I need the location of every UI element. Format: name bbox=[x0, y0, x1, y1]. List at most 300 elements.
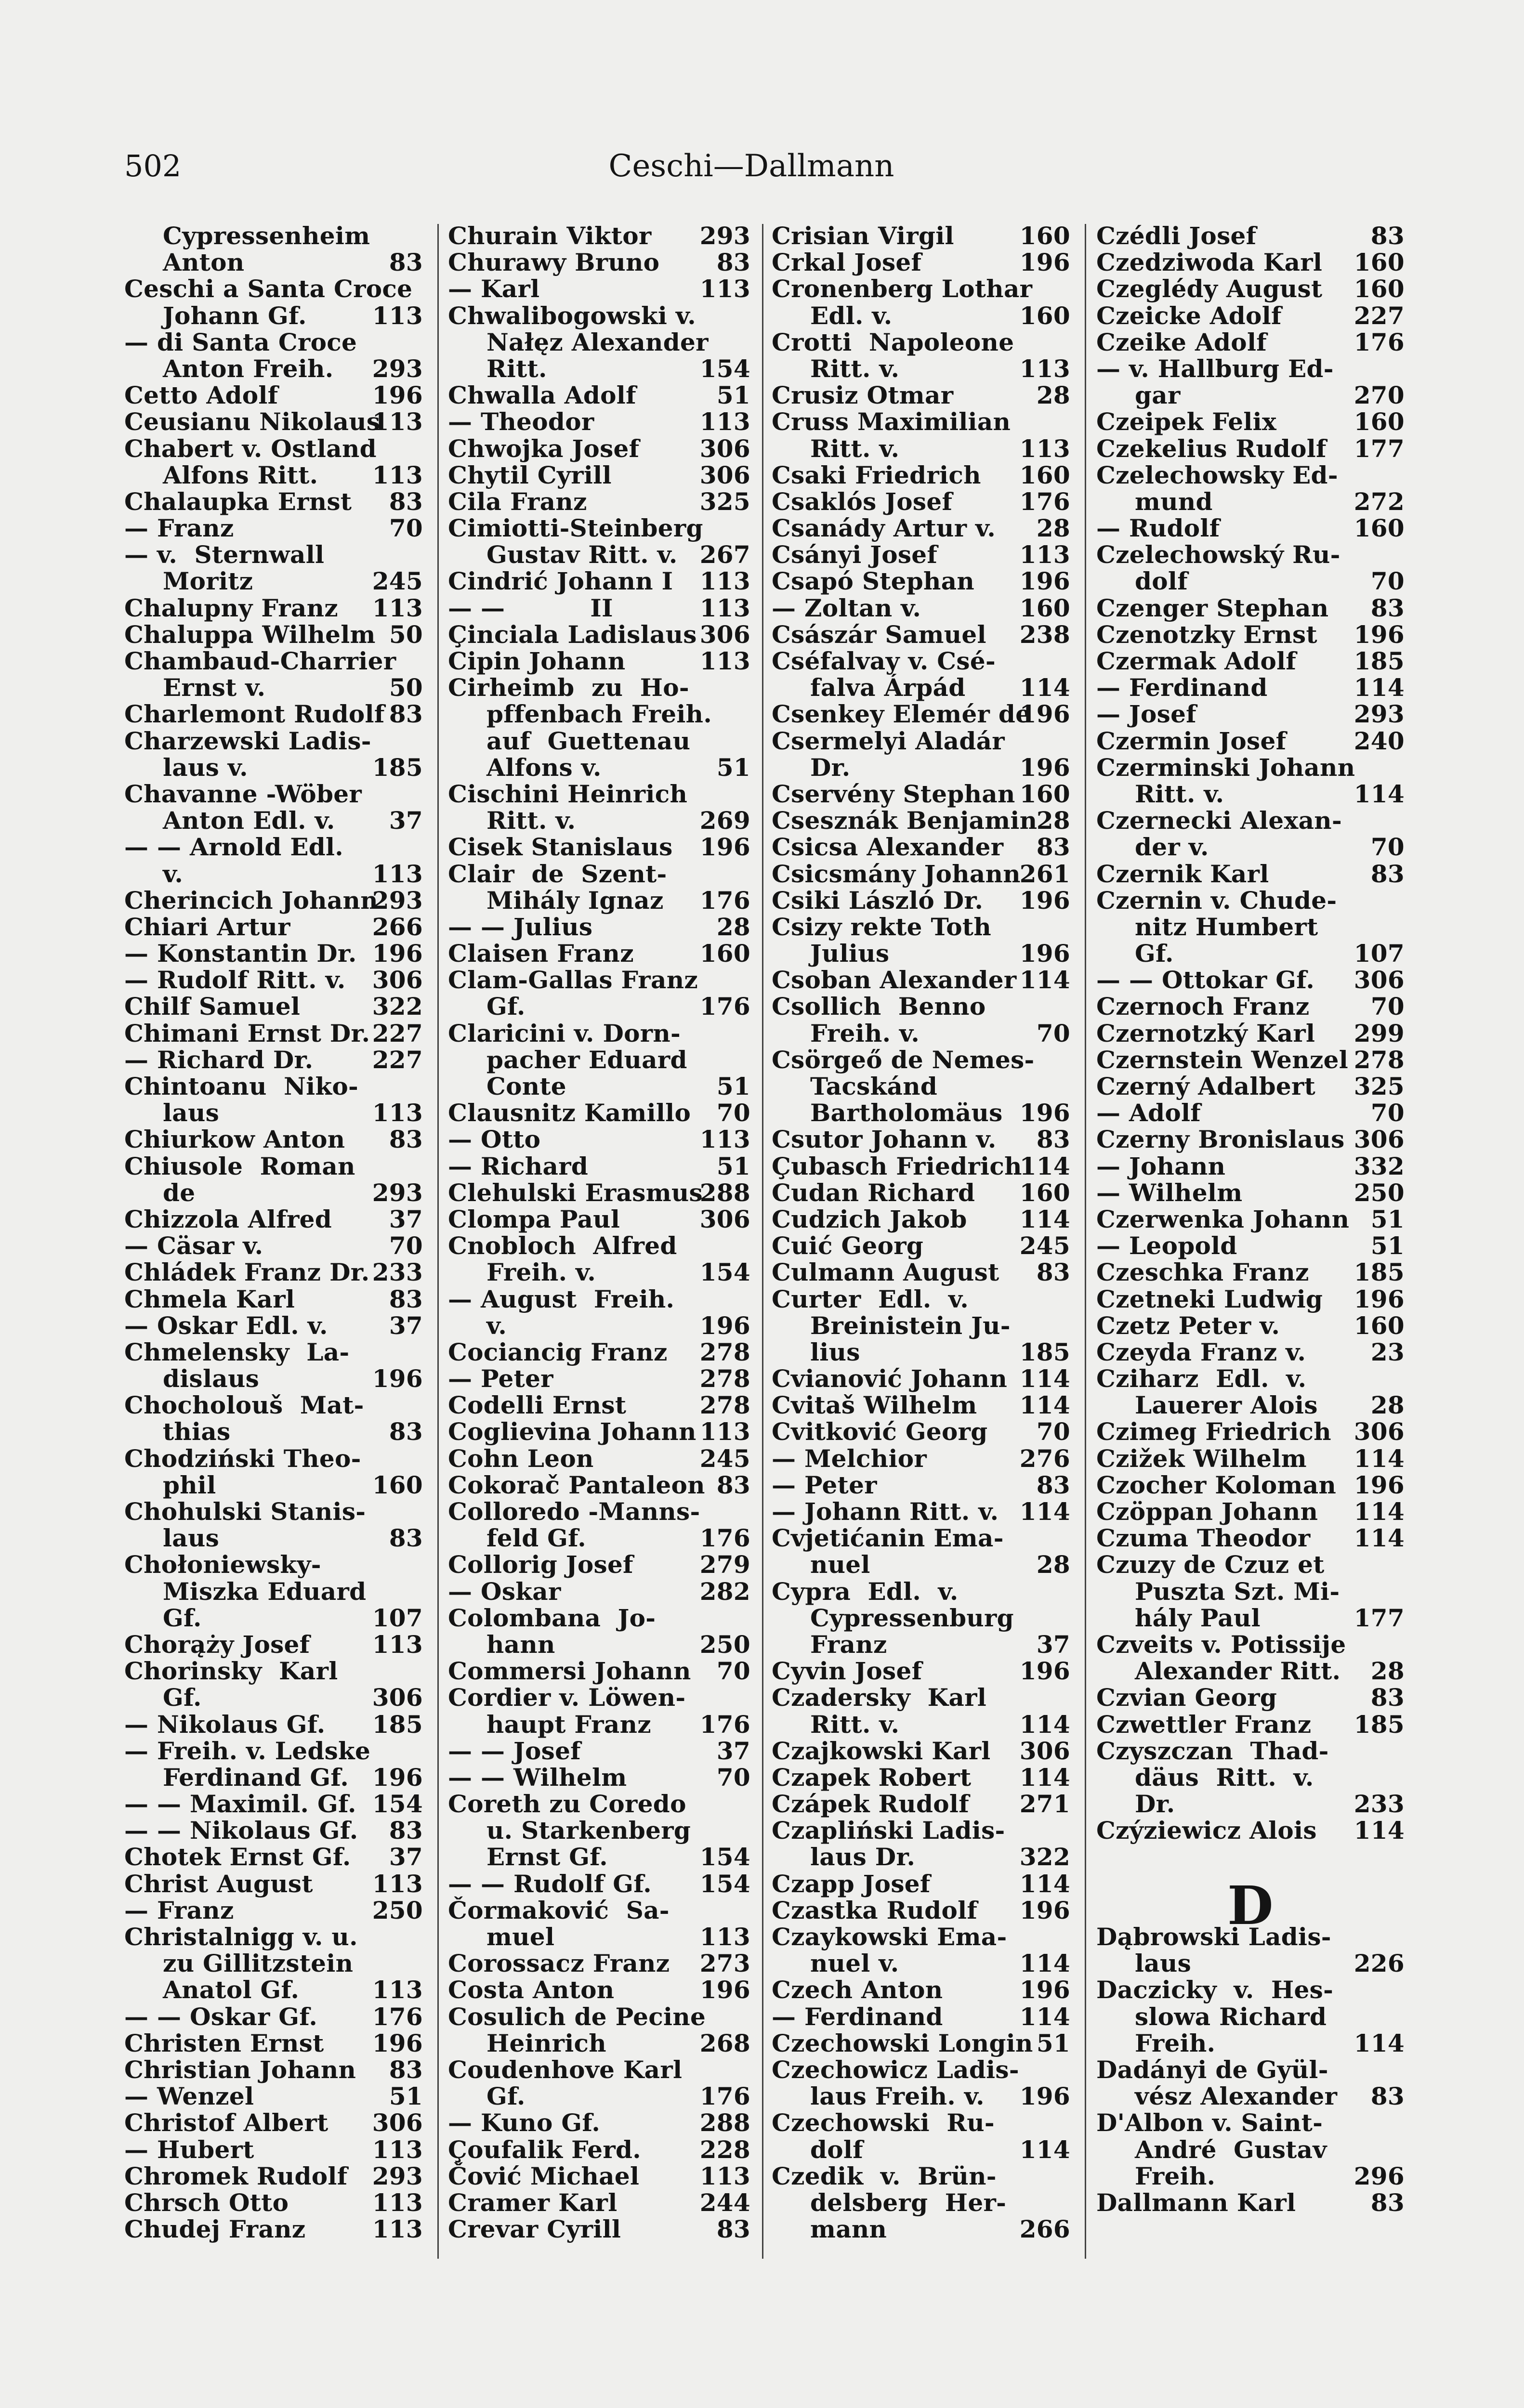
entry-page-number: 270 bbox=[1353, 381, 1405, 410]
entry-page-number: 70 bbox=[1036, 1417, 1070, 1446]
entry-page-number: 28 bbox=[1036, 1550, 1070, 1579]
index-entry-line bbox=[124, 1073, 423, 1099]
entry-page-number: 196 bbox=[1019, 1896, 1070, 1924]
index-entry-line bbox=[124, 1099, 423, 1126]
index-entry-line bbox=[772, 701, 1070, 727]
index-entry-line bbox=[124, 222, 423, 249]
entry-page-number: 51 bbox=[1036, 2028, 1070, 2057]
entry-page-number: 196 bbox=[1019, 753, 1070, 782]
index-entry-line bbox=[124, 1525, 423, 1551]
index-entry-line bbox=[448, 728, 750, 754]
entry-name: Csollich Benno bbox=[772, 992, 986, 1021]
index-entry-line bbox=[1096, 1126, 1405, 1152]
entry-name: Ferdinand Gf. bbox=[163, 1763, 349, 1792]
entry-name: — Oskar Edl. v. bbox=[124, 1311, 328, 1340]
entry-name: feld Gf. bbox=[486, 1524, 586, 1553]
entry-name: Cudzich Jakob bbox=[772, 1204, 967, 1233]
entry-name: zu Gillitzstein bbox=[163, 1949, 354, 1978]
entry-name: slowa Richard bbox=[1135, 2002, 1327, 2031]
index-entry-line bbox=[124, 1232, 423, 1259]
index-entry-line bbox=[1096, 1498, 1405, 1525]
entry-name: Culmann August bbox=[772, 1258, 999, 1287]
entry-name: Charzewski Ladis- bbox=[124, 726, 371, 755]
index-entry-line bbox=[772, 2109, 1070, 2136]
entry-page-number: 113 bbox=[372, 1869, 423, 1898]
index-entry-line bbox=[448, 1897, 750, 1924]
entry-name: — Theodor bbox=[448, 407, 594, 436]
entry-name: Czekelius Rudolf bbox=[1096, 434, 1327, 463]
entry-page-number: 113 bbox=[699, 647, 750, 675]
entry-name: — — Nikolaus Gf. bbox=[124, 1816, 358, 1845]
entry-name: — — Ottokar Gf. bbox=[1096, 966, 1315, 995]
index-entry-line bbox=[124, 1286, 423, 1312]
entry-page-number: 114 bbox=[1019, 1497, 1070, 1526]
entry-name: Czermin Josef bbox=[1096, 726, 1287, 755]
index-entry-line bbox=[1096, 621, 1405, 648]
index-entry-line bbox=[124, 887, 423, 914]
entry-page-number: 51 bbox=[389, 2082, 423, 2111]
index-entry-line bbox=[448, 1525, 750, 1551]
index-entry-line bbox=[448, 861, 750, 887]
entry-name: — Otto bbox=[448, 1125, 541, 1154]
entry-name: Czižek Wilhelm bbox=[1096, 1444, 1307, 1473]
index-entry-line bbox=[124, 1817, 423, 1844]
entry-name: Czermak Adolf bbox=[1096, 647, 1297, 675]
entry-page-number: 269 bbox=[699, 806, 750, 835]
entry-name: Csapó Stephan bbox=[772, 567, 975, 596]
index-entry-line bbox=[772, 1711, 1070, 1738]
entry-name: Cnobloch Alfred bbox=[448, 1231, 677, 1260]
entry-name: mund bbox=[1135, 487, 1213, 516]
entry-name: Chocholouš Mat- bbox=[124, 1391, 364, 1420]
entry-name: — Kuno Gf. bbox=[448, 2108, 601, 2137]
entry-page-number: 325 bbox=[699, 487, 750, 516]
entry-name: gar bbox=[1135, 381, 1181, 410]
index-entry-line bbox=[448, 1339, 750, 1365]
index-entry-line bbox=[448, 1578, 750, 1605]
entry-name: Crisian Virgil bbox=[772, 222, 954, 250]
entry-name: Christ August bbox=[124, 1869, 313, 1898]
entry-page-number: 83 bbox=[1036, 1470, 1070, 1499]
index-entry-line bbox=[1096, 1711, 1405, 1738]
index-entry-line bbox=[1096, 1339, 1405, 1365]
entry-name: Freih. v. bbox=[810, 1019, 920, 1047]
entry-name: Chalaupka Ernst bbox=[124, 487, 352, 516]
index-entry-line bbox=[1096, 595, 1405, 621]
index-entry-line bbox=[1096, 1047, 1405, 1073]
index-entry-line bbox=[124, 674, 423, 701]
index-entry-line bbox=[1096, 1764, 1405, 1791]
index-entry-line bbox=[1096, 488, 1405, 515]
entry-name: nuel bbox=[810, 1550, 870, 1579]
entry-name: Czeipek Felix bbox=[1096, 407, 1277, 436]
index-entry-line bbox=[448, 1365, 750, 1392]
index-entry-line bbox=[1096, 1631, 1405, 1658]
entry-name: Czápek Rudolf bbox=[772, 1790, 970, 1819]
index-entry-line bbox=[1096, 515, 1405, 541]
entry-name: Cvianović Johann bbox=[772, 1364, 1008, 1393]
index-entry-line bbox=[772, 781, 1070, 807]
entry-page-number: 113 bbox=[372, 407, 423, 436]
entry-name: Johann Gf. bbox=[163, 301, 307, 330]
entry-page-number: 273 bbox=[699, 1949, 750, 1978]
index-entry-line bbox=[448, 249, 750, 275]
entry-page-number: 288 bbox=[699, 1178, 750, 1207]
entry-page-number: 83 bbox=[389, 1417, 423, 1446]
entry-page-number: 261 bbox=[1019, 859, 1070, 888]
entry-page-number: 83 bbox=[389, 1524, 423, 1553]
entry-name: Anton bbox=[163, 248, 245, 277]
entry-name: Chládek Franz Dr. bbox=[124, 1258, 370, 1287]
entry-name: Cischini Heinrich bbox=[448, 779, 688, 808]
entry-page-number: 70 bbox=[716, 1763, 750, 1792]
entry-page-number: 250 bbox=[1353, 1178, 1405, 1207]
entry-page-number: 113 bbox=[372, 859, 423, 888]
entry-name: Chiusole Roman bbox=[124, 1152, 355, 1180]
index-entry-line bbox=[772, 887, 1070, 914]
entry-name: Czveits v. Potissije bbox=[1096, 1630, 1346, 1659]
entry-page-number: 113 bbox=[699, 1125, 750, 1154]
entry-page-number: 114 bbox=[1019, 1763, 1070, 1792]
index-entry-line bbox=[772, 1126, 1070, 1152]
index-entry-line bbox=[1096, 382, 1405, 408]
entry-page-number: 113 bbox=[372, 2188, 423, 2217]
entry-name: nuel v. bbox=[810, 1949, 899, 1978]
index-entry-line bbox=[448, 1286, 750, 1312]
entry-page-number: 70 bbox=[1370, 992, 1405, 1021]
index-entry-line bbox=[1096, 1259, 1405, 1285]
index-entry-line bbox=[124, 1764, 423, 1791]
column-divider bbox=[437, 224, 439, 2259]
entry-page-number: 107 bbox=[1353, 939, 1405, 968]
index-entry-line bbox=[772, 1392, 1070, 1418]
entry-name: Breinistein Ju- bbox=[810, 1311, 1011, 1340]
entry-name: Chaluppa Wilhelm bbox=[124, 620, 376, 649]
index-entry-line bbox=[1096, 1073, 1405, 1099]
index-entry-line bbox=[448, 2163, 750, 2189]
entry-name: Csoban Alexander bbox=[772, 966, 1017, 995]
entry-page-number: 114 bbox=[1019, 1710, 1070, 1739]
index-entry-line bbox=[448, 2056, 750, 2083]
entry-name: Czelechowsky Ed- bbox=[1096, 460, 1338, 489]
entry-page-number: 185 bbox=[1019, 1337, 1070, 1366]
entry-name: Corossacz Franz bbox=[448, 1949, 670, 1978]
entry-name: Clam-Gallas Franz bbox=[448, 966, 698, 995]
entry-page-number: 154 bbox=[699, 1258, 750, 1287]
entry-name: Czeschka Franz bbox=[1096, 1258, 1309, 1287]
index-entry-line bbox=[772, 302, 1070, 329]
index-column-2 bbox=[448, 222, 750, 2242]
entry-name: Chabert v. Ostland bbox=[124, 434, 377, 463]
entry-page-number: 293 bbox=[699, 222, 750, 250]
index-entry-line bbox=[1096, 2003, 1405, 2030]
entry-page-number: 245 bbox=[372, 567, 423, 596]
index-entry-line bbox=[772, 329, 1070, 355]
index-entry-line bbox=[1096, 887, 1405, 914]
index-entry-line bbox=[124, 701, 423, 727]
entry-name: Coglievina Johann bbox=[448, 1417, 696, 1446]
entry-page-number: 37 bbox=[389, 1204, 423, 1233]
entry-name: — Zoltan v. bbox=[772, 593, 921, 622]
entry-name: — — Josef bbox=[448, 1736, 581, 1765]
entry-name: delsberg Her- bbox=[810, 2188, 1007, 2217]
entry-page-number: 160 bbox=[1353, 407, 1405, 436]
index-entry-line bbox=[772, 488, 1070, 515]
entry-page-number: 306 bbox=[699, 460, 750, 489]
index-entry-line bbox=[448, 1073, 750, 1099]
index-entry-line bbox=[1096, 701, 1405, 727]
entry-name: Chołoniewsky- bbox=[124, 1550, 321, 1579]
index-entry-line bbox=[124, 1605, 423, 1631]
index-entry-line bbox=[448, 435, 750, 462]
index-entry-line bbox=[124, 1684, 423, 1711]
entry-page-number: 266 bbox=[1019, 2215, 1070, 2244]
entry-name: — Konstantin Dr. bbox=[124, 939, 357, 968]
entry-name: — Adolf bbox=[1096, 1099, 1201, 1127]
entry-name: Csutor Johann v. bbox=[772, 1125, 997, 1154]
index-entry-line bbox=[1096, 435, 1405, 462]
entry-page-number: 114 bbox=[1019, 1391, 1070, 1420]
index-entry-line bbox=[1096, 222, 1405, 249]
index-entry-line bbox=[1096, 1924, 1405, 1950]
index-entry-line bbox=[124, 2003, 423, 2030]
entry-name: Chrsch Otto bbox=[124, 2188, 289, 2217]
index-entry-line bbox=[1096, 2136, 1405, 2163]
index-entry-line bbox=[124, 1578, 423, 1605]
index-entry-line bbox=[124, 595, 423, 621]
entry-page-number: 51 bbox=[716, 753, 750, 782]
entry-page-number: 83 bbox=[389, 487, 423, 516]
index-entry-line bbox=[1096, 781, 1405, 807]
entry-name: Chmelensky La- bbox=[124, 1337, 350, 1366]
entry-name: Cipin Johann bbox=[448, 647, 626, 675]
entry-name: Czernoch Franz bbox=[1096, 992, 1310, 1021]
entry-page-number: 70 bbox=[1370, 567, 1405, 596]
entry-name: Czedik v. Brün- bbox=[772, 2161, 997, 2190]
entry-page-number: 245 bbox=[699, 1444, 750, 1473]
index-entry-line bbox=[124, 2056, 423, 2083]
entry-page-number: 51 bbox=[716, 1072, 750, 1100]
entry-name: — — Rudolf Gf. bbox=[448, 1869, 652, 1898]
entry-name: Ernst Gf. bbox=[486, 1843, 608, 1871]
entry-name: Csaklós Josef bbox=[772, 487, 953, 516]
index-entry-line bbox=[772, 2136, 1070, 2163]
index-entry-line bbox=[772, 515, 1070, 541]
entry-page-number: 83 bbox=[1370, 2082, 1405, 2111]
entry-name: Czeglédy August bbox=[1096, 275, 1323, 303]
index-entry-line bbox=[124, 1711, 423, 1738]
entry-name: Csörgeő de Nemes- bbox=[772, 1045, 1035, 1074]
index-entry-line bbox=[448, 674, 750, 701]
entry-page-number: 113 bbox=[699, 275, 750, 303]
index-entry-line bbox=[772, 1445, 1070, 1472]
entry-name: Chilf Samuel bbox=[124, 992, 301, 1021]
entry-page-number: 278 bbox=[699, 1337, 750, 1366]
entry-name: — — Oskar Gf. bbox=[124, 2002, 318, 2031]
index-entry-line bbox=[772, 1179, 1070, 1206]
entry-page-number: 160 bbox=[1353, 248, 1405, 277]
index-entry-line bbox=[1096, 1817, 1405, 1844]
entry-name: Çubasch Friedrich bbox=[772, 1152, 1022, 1180]
index-entry-line bbox=[448, 1976, 750, 2003]
index-entry-line bbox=[772, 1099, 1070, 1126]
entry-page-number: 196 bbox=[1019, 886, 1070, 915]
entry-name: Colloredo -Manns- bbox=[448, 1497, 700, 1526]
entry-page-number: 196 bbox=[1019, 1099, 1070, 1127]
entry-page-number: 196 bbox=[1353, 620, 1405, 649]
column-divider bbox=[1085, 224, 1086, 2259]
entry-name: — di Santa Croce bbox=[124, 327, 357, 356]
index-entry-line bbox=[448, 355, 750, 382]
entry-page-number: 83 bbox=[1036, 1125, 1070, 1154]
entry-page-number: 271 bbox=[1019, 1790, 1070, 1819]
entry-page-number: 114 bbox=[1353, 779, 1405, 808]
index-entry-line bbox=[1096, 1418, 1405, 1445]
entry-name: Gf. bbox=[486, 2082, 526, 2111]
index-entry-line bbox=[448, 1631, 750, 1658]
entry-page-number: 113 bbox=[372, 301, 423, 330]
entry-name: Czwettler Franz bbox=[1096, 1710, 1312, 1739]
index-entry-line bbox=[124, 781, 423, 807]
index-entry-line bbox=[448, 2030, 750, 2056]
index-entry-line bbox=[772, 1976, 1070, 2003]
entry-name: hály Paul bbox=[1135, 1603, 1261, 1632]
entry-page-number: 227 bbox=[1353, 301, 1405, 330]
index-entry-line bbox=[448, 329, 750, 355]
index-entry-line bbox=[448, 515, 750, 541]
index-entry-line bbox=[448, 1871, 750, 1897]
entry-page-number: 70 bbox=[716, 1657, 750, 1686]
entry-page-number: 114 bbox=[1019, 1364, 1070, 1393]
entry-page-number: 176 bbox=[372, 2002, 423, 2031]
entry-name: Cherincich Johann bbox=[124, 886, 378, 915]
entry-name: pffenbach Freih. bbox=[486, 700, 712, 729]
entry-name: Charlemont Rudolf bbox=[124, 700, 385, 729]
entry-name: vész Alexander bbox=[1135, 2082, 1338, 2111]
index-entry-line bbox=[124, 1924, 423, 1950]
entry-name: Cziharz Edl. v. bbox=[1096, 1364, 1307, 1393]
entry-name: Cetto Adolf bbox=[124, 381, 278, 410]
entry-name: Csaki Friedrich bbox=[772, 460, 981, 489]
entry-name: Gf. bbox=[486, 992, 526, 1021]
entry-name: Czech Anton bbox=[772, 1976, 943, 2004]
index-entry-line bbox=[772, 595, 1070, 621]
entry-name: Cimiotti-Steinberg bbox=[448, 514, 703, 543]
index-entry-line bbox=[772, 674, 1070, 701]
index-entry-line bbox=[448, 1445, 750, 1472]
entry-name: Cosulich de Pecine bbox=[448, 2002, 706, 2031]
index-entry-line bbox=[124, 1339, 423, 1365]
entry-page-number: 322 bbox=[372, 992, 423, 1021]
entry-page-number: 322 bbox=[1019, 1843, 1070, 1871]
entry-page-number: 306 bbox=[372, 966, 423, 995]
entry-name: Chizzola Alfred bbox=[124, 1204, 332, 1233]
entry-page-number: 28 bbox=[1370, 1657, 1405, 1686]
entry-page-number: 83 bbox=[389, 1284, 423, 1313]
index-entry-line bbox=[448, 2083, 750, 2109]
index-entry-line bbox=[772, 249, 1070, 275]
entry-name: — Melchior bbox=[772, 1444, 927, 1473]
entry-page-number: 293 bbox=[372, 354, 423, 383]
entry-page-number: 83 bbox=[1036, 1258, 1070, 1287]
entry-name: Czvian Georg bbox=[1096, 1683, 1277, 1712]
index-entry-line bbox=[772, 728, 1070, 754]
entry-name: Czöppan Johann bbox=[1096, 1497, 1318, 1526]
entry-name: Cokorač Pantaleon bbox=[448, 1470, 705, 1499]
entry-name: thias bbox=[163, 1417, 231, 1446]
index-entry-line bbox=[448, 1206, 750, 1232]
entry-page-number: 83 bbox=[716, 2215, 750, 2244]
entry-name: Churawy Bruno bbox=[448, 248, 660, 277]
entry-page-number: 37 bbox=[389, 1843, 423, 1871]
index-entry-line bbox=[124, 329, 423, 355]
index-entry-line bbox=[772, 1525, 1070, 1551]
entry-page-number: 276 bbox=[1019, 1444, 1070, 1473]
entry-page-number: 114 bbox=[1019, 1204, 1070, 1233]
entry-name: däus Ritt. v. bbox=[1135, 1763, 1314, 1792]
entry-name: Czenotzky Ernst bbox=[1096, 620, 1317, 649]
index-entry-line bbox=[124, 408, 423, 435]
index-entry-line bbox=[448, 2136, 750, 2163]
index-entry-line bbox=[1096, 1179, 1405, 1206]
index-entry-line bbox=[772, 1232, 1070, 1259]
index-entry-line bbox=[1096, 1658, 1405, 1684]
entry-page-number: 28 bbox=[716, 912, 750, 941]
index-entry-line bbox=[124, 1392, 423, 1418]
entry-name: Czetneki Ludwig bbox=[1096, 1284, 1323, 1313]
entry-name: pacher Eduard bbox=[486, 1045, 687, 1074]
entry-name: Cvitaš Wilhelm bbox=[772, 1391, 977, 1420]
entry-name: Čormaković Sa- bbox=[448, 1896, 670, 1924]
index-entry-line bbox=[1096, 728, 1405, 754]
entry-name: Czechowski Ru- bbox=[772, 2108, 995, 2137]
index-entry-line bbox=[772, 940, 1070, 967]
index-entry-line bbox=[124, 2189, 423, 2216]
index-entry-line bbox=[772, 914, 1070, 940]
entry-name: v. bbox=[163, 859, 184, 888]
index-entry-line bbox=[448, 1791, 750, 1817]
index-entry-line bbox=[1096, 1365, 1405, 1392]
index-entry-line bbox=[448, 621, 750, 648]
entry-page-number: 83 bbox=[389, 1816, 423, 1845]
index-entry-line bbox=[772, 355, 1070, 382]
index-entry-line bbox=[124, 1259, 423, 1285]
entry-name: Ceschi a Santa Croce bbox=[124, 275, 413, 303]
entry-page-number: 113 bbox=[699, 407, 750, 436]
entry-name: — August Freih. bbox=[448, 1284, 675, 1313]
index-entry-line bbox=[1096, 967, 1405, 993]
index-entry-line bbox=[124, 754, 423, 781]
index-entry-line bbox=[124, 1976, 423, 2003]
entry-name: Çinciala Ladislaus bbox=[448, 620, 697, 649]
entry-page-number: 28 bbox=[1370, 1391, 1405, 1420]
index-entry-line bbox=[448, 382, 750, 408]
index-entry-line bbox=[124, 861, 423, 887]
entry-name: Czernik Karl bbox=[1096, 859, 1269, 888]
entry-name: laus Dr. bbox=[810, 1843, 916, 1871]
entry-name: Chintoanu Niko- bbox=[124, 1072, 359, 1100]
index-entry-line bbox=[772, 1658, 1070, 1684]
index-entry-line bbox=[1096, 807, 1405, 834]
entry-name: phil bbox=[163, 1470, 216, 1499]
entry-name: Chmela Karl bbox=[124, 1284, 295, 1313]
entry-page-number: 83 bbox=[716, 1470, 750, 1499]
entry-page-number: 306 bbox=[372, 2108, 423, 2137]
entry-name: laus v. bbox=[163, 753, 248, 782]
index-entry-line bbox=[1096, 568, 1405, 594]
entry-name: Cociancig Franz bbox=[448, 1337, 668, 1366]
entry-name: Cronenberg Lothar bbox=[772, 275, 1033, 303]
